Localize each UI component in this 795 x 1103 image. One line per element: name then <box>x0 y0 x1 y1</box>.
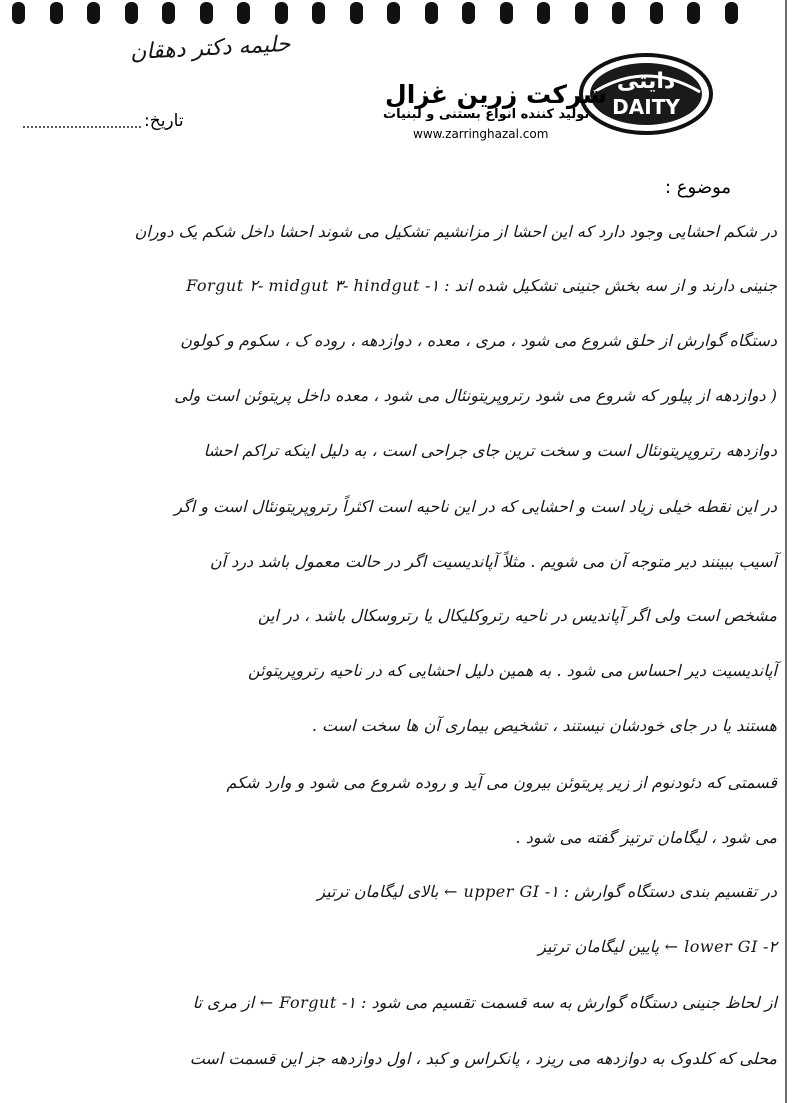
handwritten-line-14: ۲- lower GI ← پایین لیگامان ترتیز <box>538 937 777 956</box>
spiral-ring-icon <box>687 2 700 24</box>
spiral-ring-icon <box>537 2 550 24</box>
company-name: شرکت زرین غزال <box>385 80 608 109</box>
spiral-ring-icon <box>725 2 738 24</box>
handwritten-line-5: دوازدهه رتروپریتونئال است و سخت ترین جای جراحی است ، به دلیل اینکه تراکم احشا <box>203 441 777 460</box>
spiral-ring-icon <box>425 2 438 24</box>
company-tagline: تولید کننده انواع بستنی و لبنیات <box>383 107 590 122</box>
spiral-ring-icon <box>87 2 100 24</box>
handwritten-header-note: حلیمه دکتر دهقان <box>129 31 292 66</box>
spiral-ring-icon <box>650 2 663 24</box>
spiral-ring-icon <box>237 2 250 24</box>
spiral-binding <box>0 0 795 26</box>
date-label: تاریخ: <box>144 111 184 131</box>
date-field-dots <box>23 114 141 128</box>
handwritten-line-4: ( دوازدهه از پیلور که شروع می شود رتروپریتونئال می شود ، معده داخل پریتوئن است ولی <box>174 386 777 405</box>
handwritten-line-9: آپاندیسیت دیر احساس می شود . به همین دلیل احشایی که در ناحیه رتروپریتوئن <box>247 661 777 680</box>
spiral-ring-icon <box>162 2 175 24</box>
handwritten-line-10: هستند یا در جای خودشان نیستند ، تشخیص بیماری آن ها سخت است . <box>311 716 777 735</box>
spiral-ring-icon <box>612 2 625 24</box>
spiral-ring-icon <box>50 2 63 24</box>
spiral-ring-icon <box>387 2 400 24</box>
handwritten-line-13: در تقسیم بندی دستگاه گوارش : ۱- upper GI ← بالای لیگامان ترتیز <box>317 882 777 901</box>
spiral-ring-icon <box>200 2 213 24</box>
svg-text:دایتی: دایتی <box>616 69 676 94</box>
page-edge <box>785 0 787 1103</box>
spiral-ring-icon <box>12 2 25 24</box>
handwritten-line-1: در شکم احشایی وجود دارد که این احشا از مزانشیم تشکیل می شوند احشا داخل شکم یک دوران <box>134 222 777 241</box>
subject-label: موضوع : <box>665 177 732 198</box>
handwritten-line-6: در این نقطه خیلی زیاد است و احشایی که در این ناحیه است اکثراً رتروپریتونئال است و اگر <box>174 497 777 516</box>
spiral-ring-icon <box>312 2 325 24</box>
handwritten-line-3: دستگاه گوارش از حلق شروع می شود ، مری ، معده ، دوازدهه ، روده ک ، سکوم و کولون <box>180 331 777 350</box>
handwritten-line-7: آسیب ببینند دیر متوجه آن می شویم . مثلاً آپاندیسیت اگر در حالت معمول باشد درد آن <box>209 552 777 571</box>
handwritten-line-12: می شود ، لیگامان ترتیز گفته می شود . <box>515 828 777 847</box>
spiral-ring-icon <box>575 2 588 24</box>
svg-text:DAITY: DAITY <box>612 95 680 119</box>
spiral-ring-icon <box>275 2 288 24</box>
spiral-ring-icon <box>350 2 363 24</box>
handwritten-line-8: مشخص است ولی اگر آپاندیس در ناحیه رتروکلیکال یا رتروسکال باشد ، در این <box>257 606 777 625</box>
handwritten-line-15: از لحاظ جنینی دستگاه گوارش به سه قسمت تقسیم می شود : ۱- Forgut ← از مری تا <box>192 993 777 1012</box>
handwritten-line-2: جنینی دارند و از سه بخش جنینی تشکیل شده اند : ۱- Forgut ۲- midgut ۳- hindgut <box>186 276 777 295</box>
spiral-ring-icon <box>462 2 475 24</box>
handwritten-line-16: محلی که کلدوک به دوازدهه می ریزد ، پانکراس و کبد ، اول دوازدهه جز این قسمت است <box>189 1049 777 1068</box>
handwritten-line-11: قسمتی که دئودنوم از زیر پریتوئن بیرون می آید و روده شروع می شود و وارد شکم <box>226 773 777 792</box>
spiral-ring-icon <box>125 2 138 24</box>
spiral-ring-icon <box>500 2 513 24</box>
company-website: www.zarringhazal.com <box>413 127 549 141</box>
